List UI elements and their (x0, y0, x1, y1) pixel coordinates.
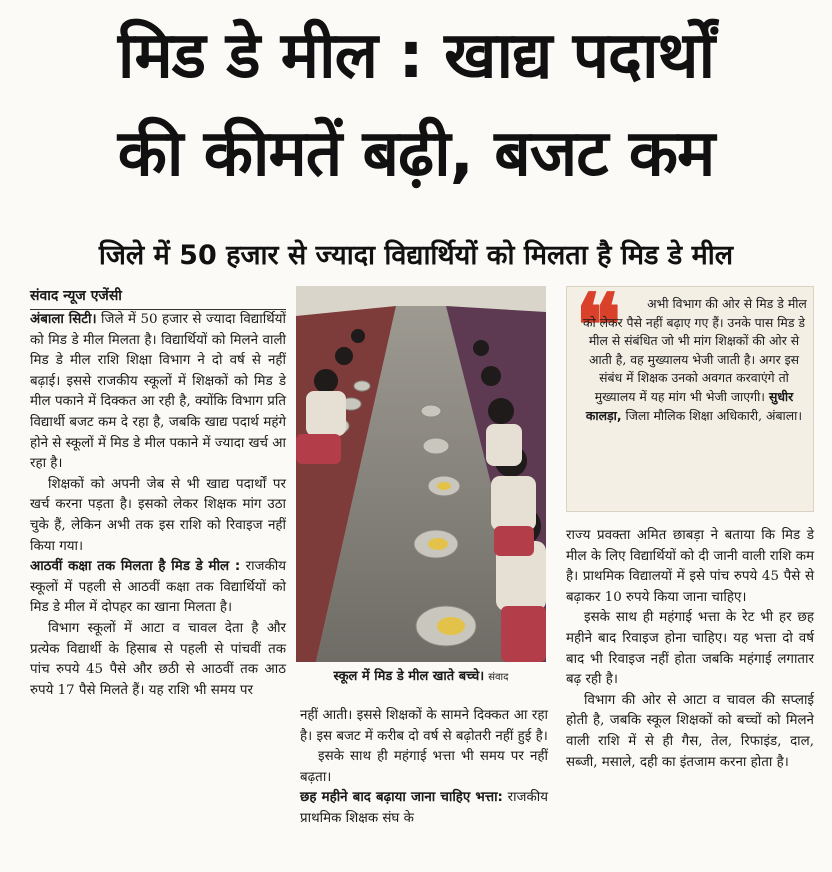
paragraph: विभाग की ओर से आटा व चावल की सप्लाई होती है, जबकि स्कूल शिक्षकों को बच्चों को मिलने वाली राशि में से ही गैस, तेल, रिफाइंड, दाल, सब्जी, मसाले, दही का इंतजाम करना होता है। (566, 692, 814, 770)
paragraph: विभाग स्कूलों में आटा व चावल देता है और प्रत्येक विद्यार्थी के हिसाब से पहली से पांचवीं तक पांच रुपये 45 पैसे और छठी से आठवीं तक आठ रुपये 17 पैसे मिलते हैं। यह राशि भी समय पर (30, 620, 286, 698)
dateline: अंबाला सिटी। (30, 312, 97, 327)
quote-designation: जिला मौलिक शिक्षा अधिकारी, अंबाला। (625, 407, 803, 423)
quote-text: अभी विभाग की ओर से मिड डे मील को लेकर पैसे नहीं बढ़ाए गए हैं। उनके पास मिड डे मील से संबंधित जो भी मांग शिक्षकों की ओर से आती है, वह मुख्यालय भेजी जाती है। अगर इस संबंध में शिक्षक उनको अवगत करवाएंगे तो मुख्यालय में यह मांग भी भेजी जाएगी। (582, 296, 807, 404)
photo-caption (296, 664, 546, 690)
quote-mark-icon: ❝ (575, 275, 622, 376)
paragraph: नहीं आती। इससे शिक्षकों के सामने दिक्कत आ रहा है। इस बजट में करीब दो वर्ष से बढ़ोतरी नहीं हुई है। (300, 708, 548, 744)
news-photo (296, 286, 546, 662)
paragraph: शिक्षकों को अपनी जेब से भी खाद्य पदार्थों पर खर्च करना पड़ता है। इसको लेकर शिक्षक मांग उठा चुके हैं, लेकिन अभी तक इस राशि को रिवाइज नहीं किया गया। (30, 476, 286, 554)
paragraph: राज्य प्रवक्ता अमित छाबड़ा ने बताया कि मिड डे मील के लिए विद्यार्थियों को दी जानी वाली राशि कम है। प्राथमिक विद्यालयों में इसे पांच रुपये 45 पैसे से बढ़ाकर 10 रुपये किया जाना चाहिए। (566, 528, 814, 605)
paragraph: इसके साथ ही महंगाई भत्ता भी समय पर नहीं बढ़ता। (300, 749, 548, 785)
article-column-3 (566, 526, 814, 773)
subhead: छह महीने बाद बढ़ाया जाना चाहिए भत्ता: (300, 790, 503, 806)
article-column-1 (30, 310, 286, 701)
article-column-2 (300, 706, 548, 830)
paragraph: राजकीय स्कूलों में पहली से आठवीं कक्षा तक विद्यार्थियों को मिड डे मील में दोपहर का खाना मिलता है। (30, 559, 286, 616)
paragraph: जिले में 50 हजार से ज्यादा विद्यार्थियों को मिड डे मील मिलता है। विद्यार्थियों को मिलने वाली मिड डे मील राशि शिक्षा विभाग ने दो वर्ष से नहीं बढ़ाई। इससे राजकीय स्कूलों में शिक्षकों को मिड डे मील पकाने में दिक्कत आ रही है, क्योंकि विभाग प्रति विद्यार्थी बजट कम दे रहा है, जबकि खाद्य पदार्थ महंगे होने से स्कूलों में मिड डे मील पकाने में ज्यादा खर्च आ रहा है। (30, 312, 286, 472)
quote-box (566, 275, 814, 512)
paragraph: इसके साथ ही महंगाई भत्ता के रेट भी हर छह महीने बाद रिवाइज होना चाहिए। यह भत्ता दो वर्ष बाद भी रिवाइज नहीं होता जबकि महंगाई लगातार बढ़ रही है। (566, 610, 814, 688)
caption-text: स्कूल में मिड डे मील खाते बच्चे। (333, 669, 485, 684)
headline-line-2: की कीमतें बढ़ी, बजट कम (117, 117, 715, 191)
byline: संवाद न्यूज एजेंसी (30, 286, 286, 310)
quote-author: सुधीर कालड़ा, (585, 388, 794, 423)
subhead: आठवीं कक्षा तक मिलता है मिड डे मील : (30, 559, 241, 575)
quote-text-block (581, 295, 807, 425)
caption-credit: संवाद (488, 672, 509, 683)
children-eating-photo (296, 286, 546, 662)
subheadline: जिले में 50 हजार से ज्यादा विद्यार्थियों को मिलता है मिड डे मील (98, 240, 734, 271)
headline-line-1: मिड डे मील : खाद्य पदार्थों (117, 19, 715, 93)
paragraph: राजकीय प्राथमिक शिक्षक संघ के (300, 790, 548, 826)
